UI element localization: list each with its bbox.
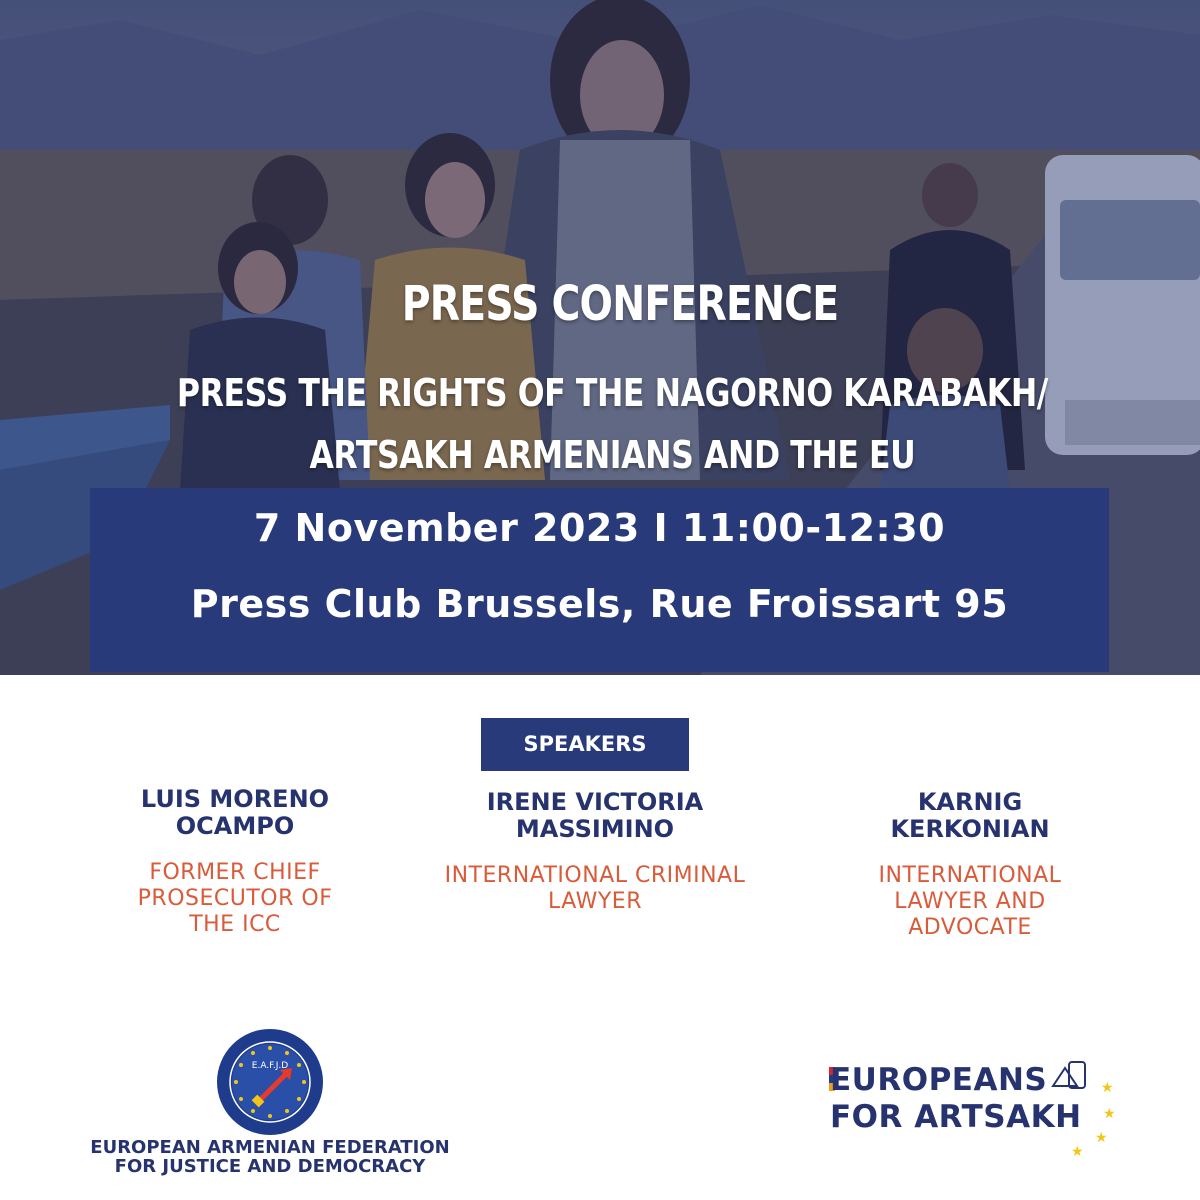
speaker-card: [100, 786, 370, 938]
speaker-name-line: LUIS MORENO: [140, 785, 330, 813]
europeans-for-artsakh-logo: [825, 1056, 1125, 1166]
event-title: PRESS CONFERENCE: [401, 276, 839, 332]
speaker-name-line: KERKONIAN: [890, 815, 1050, 843]
svg-text:★: ★: [1071, 1144, 1084, 1160]
eafjd-name: [60, 1138, 480, 1176]
event-venue: Press Club Brussels, Rue Froissart 95: [190, 582, 1009, 626]
efa-line: EUROPEANS: [830, 1062, 1048, 1098]
subtitle-line-1: PRESS THE RIGHTS OF THE NAGORNO KARABAKH/: [176, 371, 1048, 415]
speaker-name-line: OCAMPO: [175, 812, 295, 840]
speaker-role-line: FORMER CHIEF: [149, 860, 321, 885]
speaker-role-line: INTERNATIONAL CRIMINAL: [444, 863, 746, 888]
efa-line: FOR ARTSAKH: [830, 1099, 1082, 1135]
svg-text:E.A.F.J.D: E.A.F.J.D: [251, 1061, 289, 1071]
eafjd-logo: [60, 1028, 480, 1188]
svg-text:★: ★: [1095, 1130, 1108, 1146]
speaker-role: [100, 860, 370, 938]
speaker-role-line: LAWYER: [548, 889, 642, 914]
speaker-name-line: IRENE VICTORIA: [486, 788, 704, 816]
event-info-box: [90, 488, 1109, 672]
eu-stars-icon: [1025, 1056, 1125, 1166]
svg-text:★: ★: [1103, 1106, 1116, 1122]
speaker-name-line: KARNIG: [917, 788, 1023, 816]
speaker-role-line: ADVOCATE: [908, 915, 1032, 940]
subtitle-line-2: ARTSAKH ARMENIANS AND THE EU: [309, 433, 916, 477]
speakers-heading: SPEAKERS: [481, 718, 689, 771]
speaker-card: [415, 789, 775, 915]
speaker-role: [840, 863, 1100, 941]
speaker-card: [840, 789, 1100, 941]
org-name-line: FOR JUSTICE AND DEMOCRACY: [114, 1156, 426, 1177]
event-subtitle: [104, 362, 1121, 486]
svg-text:★: ★: [1101, 1080, 1114, 1096]
speaker-role: [415, 863, 775, 915]
eafjd-seal-icon: [216, 1028, 324, 1136]
speaker-role-line: THE ICC: [189, 912, 281, 937]
speaker-role-line: INTERNATIONAL: [878, 863, 1062, 888]
event-date-time: 7 November 2023 I 11:00-12:30: [253, 506, 946, 550]
org-name-line: EUROPEAN ARMENIAN FEDERATION: [90, 1137, 450, 1158]
speaker-name-line: MASSIMINO: [515, 815, 675, 843]
speaker-name: [840, 789, 1100, 843]
speaker-role-line: LAWYER AND: [894, 889, 1046, 914]
speaker-role-line: PROSECUTOR OF: [137, 886, 333, 911]
speaker-name: [415, 789, 775, 843]
speaker-name: [100, 786, 370, 840]
